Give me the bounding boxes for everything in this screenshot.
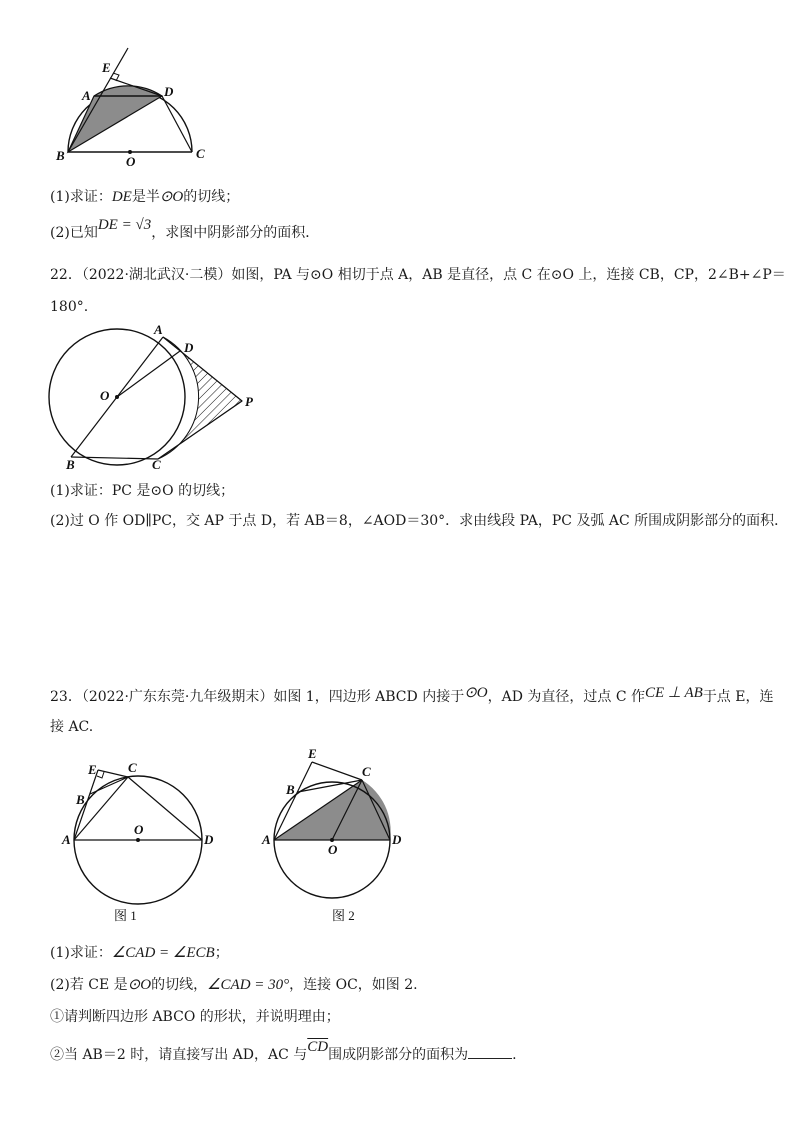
label-d: D xyxy=(184,340,194,355)
label-o: O xyxy=(100,388,110,403)
q23-p2-mid: 的切线， xyxy=(151,977,208,993)
q23-sub1: ①请判断四边形 ABCO 的形状，并说明理由； xyxy=(50,1009,340,1025)
q21-part1 xyxy=(50,188,239,206)
label-c: C xyxy=(362,764,371,779)
label-c: C xyxy=(196,146,205,161)
q23-stem-circle: ⊙O xyxy=(464,685,488,701)
label-b: B xyxy=(66,457,75,470)
q21-p2-formula: DE = √3 xyxy=(97,217,152,233)
q23-s2-arc: $\overline{CD}$ xyxy=(307,1039,329,1055)
label-d: D xyxy=(204,832,214,847)
q23-figure-2 xyxy=(258,748,423,926)
label-p: P xyxy=(245,394,253,409)
label-a: A xyxy=(154,322,163,337)
q21-p2-prefix: (2)已知 xyxy=(50,225,98,241)
q23-s2-suffix: 围成阴影部分的面积为 xyxy=(328,1047,469,1063)
q23-p2-circle: ⊙O xyxy=(127,977,152,993)
q21-figure xyxy=(50,40,220,170)
q23-stem-formula: CE ⊥ AB xyxy=(645,685,703,701)
line-od xyxy=(117,351,180,397)
q22-part1: (1)求证：PC 是⊙O 的切线； xyxy=(50,483,235,499)
q21-p1-de: DE xyxy=(111,189,132,205)
label-d: D xyxy=(392,832,402,847)
label-e: E xyxy=(308,748,317,761)
label-e: E xyxy=(88,762,97,777)
q22-stem-line1: 22．（2022·湖北武汉·二模）如图，PA 与⊙O 相切于点 A，AB 是直径，点 C 在⊙O 上，连接 CB，CP，2∠B+∠P＝ xyxy=(50,267,786,283)
label-b: B xyxy=(76,792,85,807)
q23-p1-prefix: (1)求证： xyxy=(50,945,112,961)
q23-s2-end: . xyxy=(512,1047,517,1063)
q23-sub2 xyxy=(50,1039,517,1064)
right-angle-mark xyxy=(97,772,104,778)
q23-p1-suffix: ； xyxy=(214,945,229,961)
q21-p1-mid: 是半 xyxy=(131,189,160,205)
line-dc xyxy=(162,96,192,152)
q21-p1-suffix: 的切线； xyxy=(183,189,240,205)
q22-part2: (2)过 O 作 OD∥PC，交 AP 于点 D，若 AB＝8，∠AOD＝30°．求由线段 PA，PC 及弧 AC 所围成阴影部分的面积． xyxy=(50,513,789,529)
fig1-caption: 图 1 xyxy=(114,908,137,923)
label-a: A xyxy=(82,88,91,103)
q23-stem-mid: ，AD 为直径，过点 C 作 xyxy=(487,689,646,705)
q23-p2-formula: ∠CAD = 30° xyxy=(207,977,290,993)
q21-p1-prefix: (1)求证： xyxy=(50,189,112,205)
label-b: B xyxy=(56,148,65,163)
fig2-caption: 图 2 xyxy=(332,908,355,923)
label-e: E xyxy=(102,60,111,75)
line-ce xyxy=(312,762,362,780)
q23-stem-suffix: 于点 E，连 xyxy=(702,689,774,705)
center-dot xyxy=(136,838,140,842)
q23-p2-prefix: (2)若 CE 是 xyxy=(50,977,128,993)
q23-stem-prefix: 23．（2022·广东东莞·九年级期末）如图 1，四边形 ABCD 内接于 xyxy=(50,689,465,705)
q22-figure xyxy=(40,320,270,470)
label-a: A xyxy=(262,832,271,847)
label-o: O xyxy=(126,154,136,169)
answer-blank xyxy=(468,1046,512,1059)
label-o: O xyxy=(328,842,338,857)
line-bc xyxy=(90,777,128,794)
q23-part2 xyxy=(50,976,418,994)
q23-s2-prefix: ②当 AB＝2 时，请直接写出 AD，AC 与 xyxy=(50,1047,308,1063)
label-c: C xyxy=(152,457,161,470)
q21-part2 xyxy=(50,217,320,242)
label-b: B xyxy=(286,782,295,797)
q23-stem-line2: 接 AC. xyxy=(50,719,94,735)
label-d: D xyxy=(164,84,174,99)
center-dot xyxy=(115,395,119,399)
q23-p1-formula: ∠CAD = ∠ECB xyxy=(111,945,215,961)
q23-p2-suffix: ，连接 OC，如图 2. xyxy=(289,977,418,993)
line-bc xyxy=(71,457,158,459)
q21-p1-circle: ⊙O xyxy=(159,189,184,205)
q23-part1 xyxy=(50,944,229,962)
q23-stem-line1 xyxy=(50,685,774,706)
label-c: C xyxy=(128,760,137,775)
label-o: O xyxy=(134,822,144,837)
q23-figure-1 xyxy=(60,748,225,926)
q22-stem-line2: 180°. xyxy=(50,299,89,315)
label-a: A xyxy=(62,832,71,847)
q21-p2-suffix: ，求图中阴影部分的面积． xyxy=(151,225,320,241)
